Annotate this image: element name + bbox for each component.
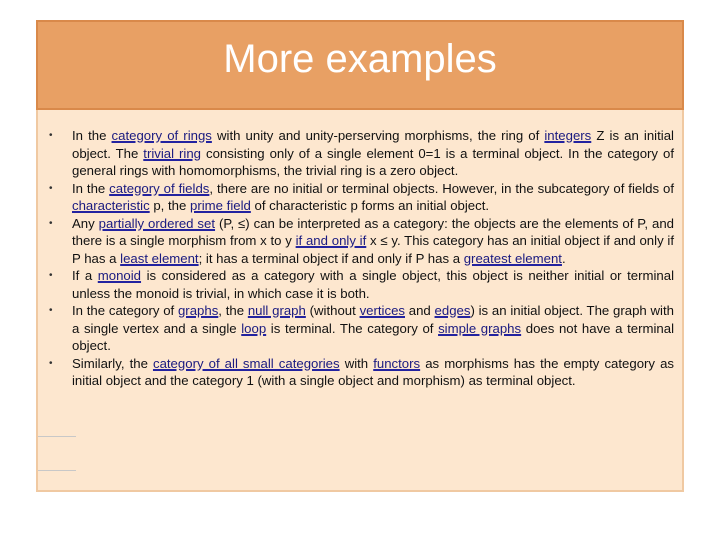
bullet-text: ) is an initial object. The graph with a single vertex and a single	[72, 303, 674, 336]
hyperlink[interactable]: edges	[434, 303, 471, 318]
bullet-text: with	[339, 355, 374, 371]
bullet-text: , there are no initial or terminal objects. However, in the subcategory of fields of	[209, 180, 674, 196]
bullet-text: and	[405, 303, 435, 318]
bullet-text: Similarly, the	[72, 355, 153, 371]
hyperlink[interactable]: graphs	[177, 303, 219, 318]
bullet-text: does not have a terminal object.	[72, 320, 674, 353]
hyperlink[interactable]: null graph	[247, 303, 306, 318]
bullet-item	[72, 180, 674, 215]
bullet-text: Any	[72, 215, 99, 231]
hyperlink[interactable]: simple graphs	[438, 320, 522, 336]
hyperlink[interactable]: category of fields	[109, 180, 210, 196]
hyperlink[interactable]: trivial ring	[143, 145, 202, 161]
bullet-text: as morphisms has the empty category as initial object and the category 1 (with a single object and morphism) as terminal object.	[72, 355, 675, 388]
title-band	[36, 20, 684, 110]
bullet-text: with unity and unity-perserving morphisms, the ring of	[211, 128, 545, 143]
bullet-item	[72, 127, 674, 180]
hyperlink[interactable]: category of all small categories	[152, 355, 340, 371]
bullet-item	[72, 302, 674, 355]
bullet-item	[72, 267, 674, 302]
hyperlink[interactable]: greatest element	[463, 250, 562, 266]
frame-line	[38, 470, 76, 471]
hyperlink[interactable]: least element	[120, 250, 199, 266]
slide-title: More examples	[223, 36, 497, 81]
bullet-item	[72, 355, 674, 390]
hyperlink[interactable]: monoid	[97, 268, 142, 283]
bullet-text: (without	[305, 303, 360, 318]
bullet-text: In the	[72, 180, 110, 196]
hyperlink[interactable]: loop	[241, 320, 267, 336]
content-band	[36, 110, 684, 492]
bullet-text: If a	[72, 268, 98, 283]
hyperlink[interactable]: partially ordered set	[98, 215, 216, 231]
bullet-text: .	[561, 250, 566, 266]
bullet-text: In the category of	[72, 303, 178, 318]
bullet-text: consisting only of a single element 0=1 is a terminal object. In the category of general rings with homomorphisms, the trivial ring is a zero object.	[72, 145, 674, 178]
hyperlink[interactable]: integers	[544, 128, 592, 143]
hyperlink[interactable]: characteristic	[72, 198, 150, 213]
hyperlink[interactable]: category of rings	[111, 128, 212, 143]
bullet-list	[72, 127, 674, 390]
bullet-text: x ≤ y. This category has an initial object if and only if P has a	[72, 233, 675, 266]
bullet-text: Z is an initial object. The	[72, 128, 674, 161]
hyperlink[interactable]: if and only if	[295, 233, 367, 248]
bullet-text: In the	[72, 128, 112, 143]
frame-line	[38, 436, 76, 437]
bullet-item	[72, 215, 674, 268]
hyperlink[interactable]: vertices	[359, 303, 405, 318]
bullet-text: ; it has a terminal object if and only if P has a	[198, 250, 464, 266]
bullet-text: is considered as a category with a single object, this object is neither initial or terminal unless the monoid is trivial, in which case it is both.	[72, 268, 674, 301]
hyperlink[interactable]: prime field	[190, 198, 251, 213]
bullet-text: (P, ≤) can be interpreted as a category: the objects are the elements of P, and there is a single morphism from x to y	[72, 215, 674, 248]
bullet-text: p, the	[149, 198, 191, 213]
hyperlink[interactable]: functors	[373, 355, 421, 371]
bullet-text: is terminal. The category of	[266, 320, 439, 336]
bullet-text: , the	[218, 303, 248, 318]
bullet-text: of characteristic p forms an initial object.	[250, 198, 490, 213]
